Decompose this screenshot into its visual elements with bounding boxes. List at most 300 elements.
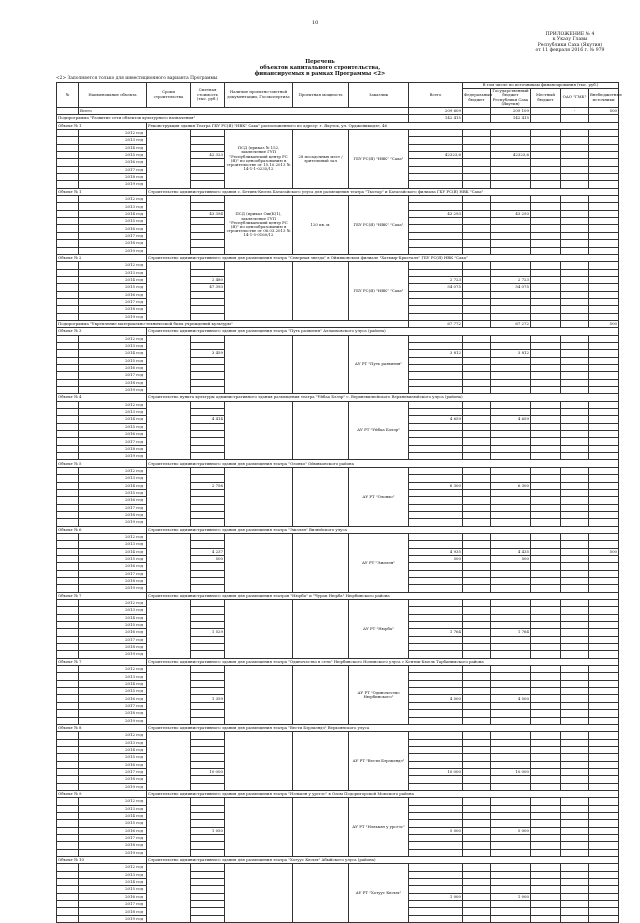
table-cell bbox=[57, 600, 79, 607]
year-row bbox=[57, 732, 619, 739]
table-cell bbox=[191, 438, 225, 445]
table-cell bbox=[491, 409, 531, 416]
table-cell bbox=[463, 467, 491, 474]
table-cell bbox=[491, 181, 531, 188]
table-cell bbox=[57, 842, 79, 849]
header-cell: Местный бюджет bbox=[531, 88, 561, 107]
table-cell bbox=[409, 864, 463, 871]
table-cell bbox=[409, 144, 463, 151]
table-cell bbox=[491, 732, 531, 739]
table-cell bbox=[191, 710, 225, 717]
table-cell: Объект № 8 bbox=[57, 724, 147, 731]
table-cell bbox=[409, 218, 463, 225]
table-cell bbox=[409, 372, 463, 379]
table-cell bbox=[409, 915, 463, 922]
table-cell bbox=[531, 247, 561, 254]
table-cell bbox=[561, 812, 589, 819]
table-cell bbox=[491, 710, 531, 717]
table-cell bbox=[409, 702, 463, 709]
table-cell bbox=[589, 423, 619, 430]
table-cell bbox=[531, 489, 561, 496]
table-cell bbox=[561, 702, 589, 709]
table-cell: 2013 год bbox=[79, 203, 147, 210]
table-cell: 142 415 bbox=[409, 115, 463, 122]
table-cell: 2018 год bbox=[79, 842, 147, 849]
table-cell: 2014 год bbox=[79, 548, 147, 555]
table-cell: 2019 год bbox=[79, 783, 147, 790]
table-cell bbox=[589, 159, 619, 166]
table-cell bbox=[463, 563, 491, 570]
object-row bbox=[57, 188, 619, 195]
table-cell bbox=[191, 577, 225, 584]
table-cell bbox=[491, 842, 531, 849]
table-cell bbox=[491, 644, 531, 651]
table-cell bbox=[191, 475, 225, 482]
table-cell bbox=[57, 783, 79, 790]
table-cell bbox=[561, 555, 589, 562]
table-cell bbox=[589, 570, 619, 577]
table-cell bbox=[57, 776, 79, 783]
table-cell: 2012 год bbox=[79, 533, 147, 540]
table-cell bbox=[491, 563, 531, 570]
table-cell bbox=[463, 717, 491, 724]
subprogram-row bbox=[57, 320, 619, 327]
table-cell bbox=[491, 636, 531, 643]
table-cell bbox=[531, 218, 561, 225]
table-cell bbox=[191, 908, 225, 915]
table-cell bbox=[463, 849, 491, 856]
year-row bbox=[57, 666, 619, 673]
table-cell bbox=[463, 284, 491, 291]
table-cell bbox=[561, 504, 589, 511]
table-cell bbox=[463, 196, 491, 203]
table-cell bbox=[561, 225, 589, 232]
table-cell bbox=[531, 761, 561, 768]
table-cell bbox=[57, 365, 79, 372]
table-cell bbox=[191, 291, 225, 298]
table-cell: ГБУ РС(Я) "НВК" "Саха" bbox=[349, 262, 409, 321]
table-cell bbox=[561, 276, 589, 283]
table-cell: АУ РТ "Хотуус Кюлэх" bbox=[349, 864, 409, 923]
table-cell bbox=[491, 306, 531, 313]
table-cell bbox=[561, 152, 589, 159]
table-cell: 500 bbox=[409, 555, 463, 562]
table-cell bbox=[463, 842, 491, 849]
table-cell bbox=[57, 181, 79, 188]
table-cell bbox=[463, 600, 491, 607]
table-cell bbox=[491, 262, 531, 269]
table-cell bbox=[589, 533, 619, 540]
table-cell bbox=[191, 886, 225, 893]
table-cell bbox=[409, 533, 463, 540]
table-cell bbox=[531, 820, 561, 827]
table-cell bbox=[57, 467, 79, 474]
object-row bbox=[57, 254, 619, 261]
table-cell bbox=[491, 269, 531, 276]
table-cell bbox=[463, 768, 491, 775]
table-cell bbox=[57, 196, 79, 203]
table-cell bbox=[409, 335, 463, 342]
table-cell bbox=[191, 746, 225, 753]
table-cell: Подпрограмма "Укрепление материально-технической базы учреждений культуры" bbox=[57, 320, 409, 327]
table-cell: 2015 год bbox=[79, 688, 147, 695]
table-cell bbox=[293, 666, 349, 725]
table-cell bbox=[589, 372, 619, 379]
table-cell: 2016 год bbox=[79, 893, 147, 900]
table-cell bbox=[531, 365, 561, 372]
table-cell bbox=[491, 666, 531, 673]
table-cell bbox=[463, 409, 491, 416]
table-cell: 2017 год bbox=[79, 570, 147, 577]
table-cell bbox=[491, 585, 531, 592]
table-cell bbox=[409, 710, 463, 717]
footnote-line: <2> Заполняется только для инвестиционного варианта Программы bbox=[56, 76, 218, 81]
table-cell: Объект № 5 bbox=[57, 460, 147, 467]
table-cell bbox=[589, 827, 619, 834]
table-cell bbox=[409, 908, 463, 915]
approval-line: от 11 февраля 2016 г. № 979 bbox=[535, 48, 605, 54]
table-cell bbox=[561, 401, 589, 408]
table-cell bbox=[409, 776, 463, 783]
table-cell: Объект № 3 bbox=[57, 328, 147, 335]
table-cell: 2019 год bbox=[79, 181, 147, 188]
table-cell bbox=[409, 820, 463, 827]
table-cell bbox=[531, 827, 561, 834]
table-cell bbox=[463, 445, 491, 452]
table-cell bbox=[463, 115, 491, 122]
table-cell bbox=[491, 475, 531, 482]
header-cell: Проектная мощность bbox=[293, 83, 349, 108]
table-cell bbox=[531, 864, 561, 871]
table-cell bbox=[463, 614, 491, 621]
table-cell bbox=[561, 533, 589, 540]
table-cell: 500 bbox=[191, 555, 225, 562]
table-cell bbox=[531, 644, 561, 651]
table-cell bbox=[589, 489, 619, 496]
table-cell bbox=[57, 768, 79, 775]
table-cell: 2012 год bbox=[79, 130, 147, 137]
table-cell bbox=[531, 181, 561, 188]
table-cell bbox=[531, 313, 561, 320]
table-cell bbox=[561, 423, 589, 430]
table-cell bbox=[57, 915, 79, 922]
table-cell: Строительство административного здания для размещения театров "Нюрба" и "Чурап Нюрба" Нюрбинского района bbox=[147, 592, 619, 599]
table-cell bbox=[57, 570, 79, 577]
table-cell: 2017 год bbox=[79, 901, 147, 908]
table-cell bbox=[191, 688, 225, 695]
table-cell bbox=[57, 754, 79, 761]
table-cell: 2016 год bbox=[79, 365, 147, 372]
table-cell bbox=[191, 754, 225, 761]
table-cell bbox=[589, 717, 619, 724]
table-cell bbox=[561, 519, 589, 526]
table-cell bbox=[491, 746, 531, 753]
table-cell bbox=[409, 511, 463, 518]
table-cell bbox=[463, 541, 491, 548]
table-cell: 2015 год bbox=[79, 820, 147, 827]
object-row bbox=[57, 790, 619, 797]
table-cell bbox=[561, 666, 589, 673]
table-cell: Строительство административного здания для размещения театра "Хотуус Кюлэх" Абыйского улуса (района) bbox=[147, 857, 619, 864]
table-cell bbox=[191, 203, 225, 210]
table-cell bbox=[191, 387, 225, 394]
objects-table bbox=[56, 82, 622, 923]
table-cell bbox=[531, 387, 561, 394]
table-cell bbox=[589, 152, 619, 159]
table-cell bbox=[463, 901, 491, 908]
table-cell: Подпрограмма "Развитие сети объектов культурного назначения" bbox=[57, 115, 409, 122]
title-line: объектов капитального строительства, bbox=[259, 65, 381, 72]
table-cell: 2016 год bbox=[79, 827, 147, 834]
table-cell: 2017 год bbox=[79, 504, 147, 511]
table-cell bbox=[409, 137, 463, 144]
table-cell bbox=[491, 680, 531, 687]
table-cell bbox=[561, 915, 589, 922]
table-cell: 500 bbox=[589, 107, 619, 114]
table-cell: 4 500 bbox=[491, 695, 531, 702]
table-cell bbox=[191, 196, 225, 203]
table-cell bbox=[463, 107, 491, 114]
table-cell bbox=[463, 313, 491, 320]
table-cell bbox=[589, 879, 619, 886]
table-cell bbox=[463, 379, 491, 386]
table-cell bbox=[147, 666, 191, 725]
table-cell bbox=[57, 607, 79, 614]
table-cell bbox=[561, 636, 589, 643]
table-cell bbox=[561, 320, 589, 327]
table-cell bbox=[57, 614, 79, 621]
table-cell bbox=[589, 467, 619, 474]
table-cell bbox=[463, 240, 491, 247]
table-cell bbox=[589, 196, 619, 203]
table-cell bbox=[57, 276, 79, 283]
table-cell bbox=[57, 732, 79, 739]
table-cell: 67 772 bbox=[409, 320, 463, 327]
table-cell bbox=[57, 820, 79, 827]
table-cell: 1 050 bbox=[191, 827, 225, 834]
table-cell: 4 414 bbox=[191, 416, 225, 423]
table-cell: 2 756 bbox=[191, 482, 225, 489]
table-cell: 2016 год bbox=[79, 159, 147, 166]
table-cell bbox=[531, 886, 561, 893]
table-cell: 2 723 bbox=[409, 276, 463, 283]
table-cell bbox=[463, 247, 491, 254]
table-cell bbox=[191, 166, 225, 173]
table-cell bbox=[531, 144, 561, 151]
table-cell bbox=[589, 166, 619, 173]
table-cell bbox=[463, 320, 491, 327]
table-cell bbox=[561, 585, 589, 592]
table-cell bbox=[409, 298, 463, 305]
table-cell bbox=[491, 783, 531, 790]
table-cell: 2013 год bbox=[79, 541, 147, 548]
table-cell bbox=[293, 600, 349, 659]
header-cell: Всего bbox=[409, 83, 463, 108]
table-cell bbox=[57, 482, 79, 489]
table-cell bbox=[191, 342, 225, 349]
table-cell bbox=[589, 453, 619, 460]
table-cell bbox=[191, 423, 225, 430]
table-cell bbox=[57, 313, 79, 320]
table-cell bbox=[589, 335, 619, 342]
table-cell bbox=[589, 798, 619, 805]
table-cell bbox=[409, 783, 463, 790]
table-cell bbox=[57, 761, 79, 768]
table-cell bbox=[463, 739, 491, 746]
table-cell bbox=[491, 702, 531, 709]
table-cell bbox=[463, 893, 491, 900]
object-row bbox=[57, 724, 619, 731]
table-cell bbox=[491, 166, 531, 173]
table-cell bbox=[409, 387, 463, 394]
table-cell bbox=[589, 342, 619, 349]
table-cell bbox=[409, 489, 463, 496]
table-cell bbox=[491, 651, 531, 658]
table-cell bbox=[463, 269, 491, 276]
table-cell bbox=[531, 372, 561, 379]
table-cell bbox=[409, 409, 463, 416]
table-cell: 2015 год bbox=[79, 152, 147, 159]
table-cell bbox=[225, 533, 293, 592]
table-cell bbox=[491, 401, 531, 408]
table-cell bbox=[491, 467, 531, 474]
table-cell bbox=[491, 511, 531, 518]
page-number: 10 bbox=[312, 20, 319, 26]
table-cell bbox=[491, 776, 531, 783]
table-cell bbox=[463, 835, 491, 842]
table-cell bbox=[531, 152, 561, 159]
table-cell bbox=[491, 372, 531, 379]
table-cell bbox=[191, 306, 225, 313]
table-cell: 10 000 bbox=[491, 768, 531, 775]
table-cell bbox=[531, 541, 561, 548]
year-row bbox=[57, 467, 619, 474]
table-cell bbox=[57, 137, 79, 144]
table-cell bbox=[589, 350, 619, 357]
table-cell bbox=[531, 746, 561, 753]
table-cell bbox=[463, 291, 491, 298]
table-cell bbox=[589, 144, 619, 151]
object-row bbox=[57, 394, 619, 401]
table-cell: 2018 год bbox=[79, 776, 147, 783]
table-cell bbox=[57, 453, 79, 460]
table-cell bbox=[191, 511, 225, 518]
table-cell bbox=[531, 607, 561, 614]
table-cell bbox=[463, 607, 491, 614]
table-cell bbox=[491, 137, 531, 144]
table-cell bbox=[491, 835, 531, 842]
table-cell: 2015 год bbox=[79, 886, 147, 893]
table-cell bbox=[561, 482, 589, 489]
table-cell: 47 393 bbox=[191, 284, 225, 291]
table-cell bbox=[561, 115, 589, 122]
table-cell bbox=[191, 137, 225, 144]
table-cell bbox=[589, 783, 619, 790]
table-cell: 2014 год bbox=[79, 350, 147, 357]
table-cell bbox=[531, 203, 561, 210]
table-cell bbox=[409, 232, 463, 239]
table-cell bbox=[491, 504, 531, 511]
table-cell bbox=[191, 401, 225, 408]
table-cell bbox=[191, 680, 225, 687]
table-cell bbox=[589, 776, 619, 783]
table-cell: 2014 год bbox=[79, 210, 147, 217]
table-cell bbox=[531, 768, 561, 775]
table-cell bbox=[561, 210, 589, 217]
table-cell bbox=[561, 871, 589, 878]
table-cell bbox=[589, 445, 619, 452]
table-cell bbox=[409, 651, 463, 658]
table-cell bbox=[463, 504, 491, 511]
table-cell bbox=[57, 107, 79, 114]
table-cell: Строительство административного здания для размещения театра "Нэлькэн у урсгэс" в Олом Подоригорской Момского района bbox=[147, 790, 619, 797]
table-cell bbox=[531, 240, 561, 247]
table-cell bbox=[409, 181, 463, 188]
table-cell bbox=[57, 342, 79, 349]
table-cell bbox=[531, 915, 561, 922]
table-cell bbox=[531, 835, 561, 842]
table-cell bbox=[409, 812, 463, 819]
table-cell bbox=[463, 372, 491, 379]
table-cell bbox=[409, 563, 463, 570]
table-cell bbox=[191, 673, 225, 680]
table-cell bbox=[463, 298, 491, 305]
table-cell bbox=[589, 622, 619, 629]
table-cell: Строительство административного здания для размещения театра "Эжэлэн" Вилюйского улуса bbox=[147, 526, 619, 533]
table-cell bbox=[191, 504, 225, 511]
table-cell bbox=[191, 298, 225, 305]
table-cell: 2 723 bbox=[491, 276, 531, 283]
table-cell bbox=[561, 196, 589, 203]
table-cell bbox=[561, 688, 589, 695]
table-cell: 2017 год bbox=[79, 438, 147, 445]
table-cell: 2019 год bbox=[79, 915, 147, 922]
table-cell bbox=[57, 798, 79, 805]
table-cell: 2013 год bbox=[79, 739, 147, 746]
table-cell bbox=[589, 357, 619, 364]
table-cell bbox=[147, 732, 191, 791]
table-cell bbox=[191, 519, 225, 526]
table-cell: 1 529 bbox=[191, 629, 225, 636]
table-cell bbox=[589, 864, 619, 871]
table-cell bbox=[589, 746, 619, 753]
table-cell: 2013 год bbox=[79, 673, 147, 680]
table-cell: 2013 год bbox=[79, 805, 147, 812]
table-cell: 2014 год bbox=[79, 416, 147, 423]
table-cell: 209 609 bbox=[409, 107, 463, 114]
table-cell bbox=[191, 798, 225, 805]
table-cell bbox=[531, 812, 561, 819]
header-cell: Наименование объекта bbox=[79, 83, 147, 108]
table-cell bbox=[589, 702, 619, 709]
table-cell: 2019 год bbox=[79, 247, 147, 254]
table-cell: 2019 год bbox=[79, 651, 147, 658]
table-cell bbox=[531, 401, 561, 408]
table-cell bbox=[561, 497, 589, 504]
table-cell bbox=[191, 879, 225, 886]
table-cell bbox=[409, 269, 463, 276]
table-cell bbox=[57, 284, 79, 291]
table-cell: АУ РТ "Нюрба" bbox=[349, 600, 409, 659]
table-cell bbox=[57, 416, 79, 423]
table-cell: 2018 год bbox=[79, 306, 147, 313]
table-cell bbox=[589, 232, 619, 239]
table-cell bbox=[589, 174, 619, 181]
table-cell bbox=[491, 174, 531, 181]
table-cell bbox=[531, 423, 561, 430]
table-cell bbox=[409, 306, 463, 313]
table-cell bbox=[589, 431, 619, 438]
